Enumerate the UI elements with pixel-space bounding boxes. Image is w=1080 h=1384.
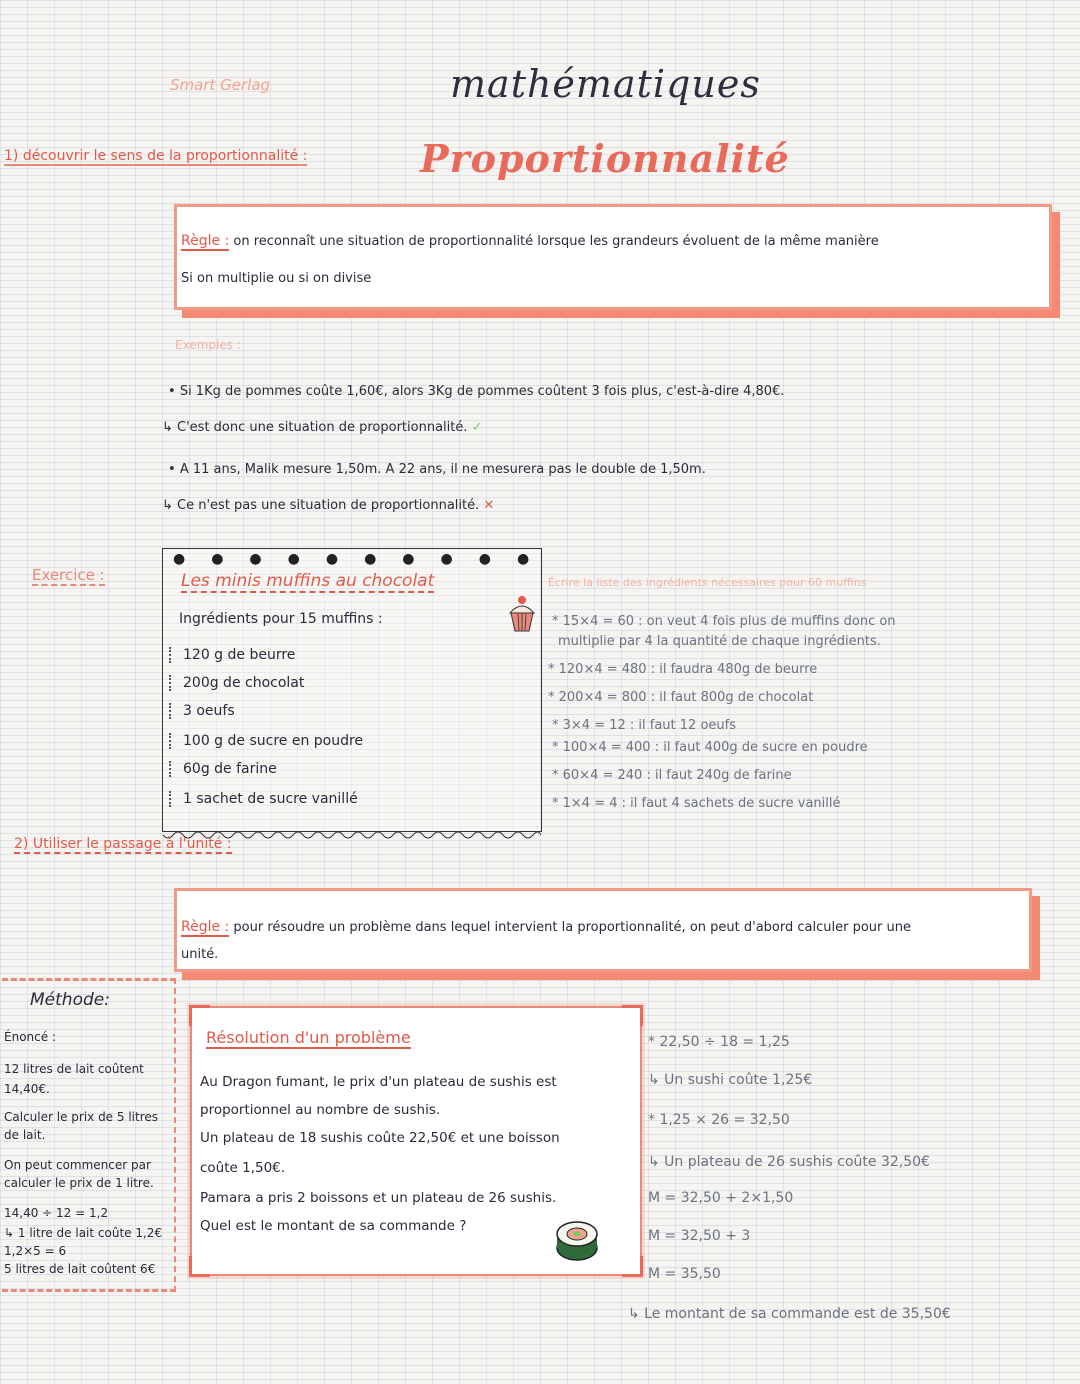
method-line: 12 litres de lait coûtent — [4, 1062, 144, 1076]
problem-box — [190, 1006, 642, 1276]
ingredient-item: 100 g de sucre en poudre — [169, 733, 363, 749]
rule-box-2 — [174, 888, 1032, 972]
binder-dots: ●●●●●●●●●● — [173, 551, 556, 567]
recipe-title: Les minis muffins au chocolat — [181, 571, 435, 591]
problem-line: Pamara a pris 2 boissons et un plateau de 26 sushis. — [200, 1190, 557, 1206]
method-line: de lait. — [4, 1128, 46, 1142]
rule2-text: pour résoudre un problème dans lequel intervient la proportionnalité, on peut d'abord calculer pour une — [233, 920, 911, 935]
problem-line: Quel est le montant de sa commande ? — [200, 1218, 467, 1234]
problem-line: proportionnel au nombre de sushis. — [200, 1102, 441, 1118]
exercise-instruction: Écrire la liste des ingrédients nécessaires pour 60 muffins — [548, 576, 867, 589]
answer-intro-2: multiplie par 4 la quantité de chaque ingrédients. — [558, 634, 881, 649]
example-2-conclusion — [162, 498, 494, 513]
rule1-label: Règle : — [181, 233, 230, 249]
example-2: • A 11 ans, Malik mesure 1,50m. A 22 ans, il ne mesurera pas le double de 1,50m. — [168, 462, 706, 477]
page-subtitle: Proportionnalité — [420, 136, 790, 181]
rule-box-1 — [174, 204, 1052, 310]
problem-line: Au Dragon fumant, le prix d'un plateau de sushis est — [200, 1074, 557, 1090]
method-line: 5 litres de lait coûtent 6€ — [4, 1262, 156, 1276]
answer-line: * 3×4 = 12 : il faut 12 oeufs — [552, 718, 736, 733]
solution-line: * 1,25 × 26 = 32,50 — [648, 1112, 790, 1128]
cupcake-icon — [507, 595, 537, 635]
corner-mark — [189, 1256, 210, 1277]
example-1-conclusion — [162, 420, 483, 435]
recipe-subtitle: Ingrédients pour 15 muffins : — [179, 611, 383, 627]
problem-line: Un plateau de 18 sushis coûte 22,50€ et une boisson — [200, 1130, 560, 1146]
example-2-text: A 11 ans, Malik mesure 1,50m. A 22 ans, il ne mesurera pas le double de 1,50m. — [179, 462, 706, 477]
method-line: calculer le prix de 1 litre. — [4, 1176, 154, 1190]
answer-line: * 1×4 = 4 : il faut 4 sachets de sucre vanillé — [552, 796, 841, 811]
problem-line: coûte 1,50€. — [200, 1160, 286, 1176]
answer-line: * 200×4 = 800 : il faut 800g de chocolat — [548, 690, 814, 705]
ingredient-item: 120 g de beurre — [169, 647, 295, 663]
solution-line: ↳ Un plateau de 26 sushis coûte 32,50€ — [648, 1154, 930, 1170]
rule1-line2: Si on multiplie ou si on divise — [181, 271, 372, 286]
rule2-label: Règle : — [181, 919, 230, 935]
recipe-card — [162, 548, 556, 832]
method-line: 1,2×5 = 6 — [4, 1244, 67, 1258]
method-line: 14,40 ÷ 12 = 1,2 — [4, 1206, 109, 1220]
corner-mark — [622, 1005, 643, 1026]
method-line: 14,40€. — [4, 1082, 50, 1096]
check-icon: ✓ — [471, 420, 483, 435]
examples-label: Exemples : — [175, 338, 241, 352]
answer-intro-1: * 15×4 = 60 : on veut 4 fois plus de muffins donc on — [552, 614, 896, 629]
sushi-icon — [554, 1218, 600, 1264]
answer-line: * 100×4 = 400 : il faut 400g de sucre en poudre — [552, 740, 868, 755]
method-line: Calculer le prix de 5 litres — [4, 1110, 159, 1124]
rule2-line1 — [181, 911, 911, 944]
solution-line: M = 32,50 + 2×1,50 — [648, 1190, 794, 1206]
section1-heading: 1) découvrir le sens de la proportionnalité : — [4, 148, 308, 164]
solution-line: ↳ Un sushi coûte 1,25€ — [648, 1072, 813, 1088]
problem-title: Résolution d'un problème — [206, 1028, 411, 1047]
page-title: mathématiques — [450, 62, 761, 106]
ingredient-item: 3 oeufs — [169, 703, 235, 719]
rule1-line1 — [181, 225, 879, 258]
method-line: ↳ 1 litre de lait coûte 1,2€ — [4, 1226, 163, 1240]
corner-mark — [189, 1005, 210, 1026]
example-1-conclusion-text: ↳ C'est donc une situation de proportionnalité. — [162, 420, 468, 435]
solution-line: M = 32,50 + 3 — [648, 1228, 751, 1244]
rule1-text: on reconnaît une situation de proportionnalité lorsque les grandeurs évoluent de la même manière — [233, 234, 879, 249]
answer-line: * 120×4 = 480 : il faudra 480g de beurre — [548, 662, 818, 677]
solution-conclusion: ↳ Le montant de sa commande est de 35,50€ — [628, 1306, 951, 1322]
ingredient-item: 200g de chocolat — [169, 675, 304, 691]
method-line: Énoncé : — [4, 1030, 56, 1044]
rule2-line2: unité. — [181, 947, 219, 962]
example-2-conclusion-text: ↳ Ce n'est pas une situation de proportionnalité. — [162, 498, 480, 513]
ingredient-item: 1 sachet de sucre vanillé — [169, 791, 358, 807]
ingredient-item: 60g de farine — [169, 761, 277, 777]
example-1-text: Si 1Kg de pommes coûte 1,60€, alors 3Kg de pommes coûtent 3 fois plus, c'est-à-dire 4,80€. — [179, 384, 785, 399]
exercise-label: Exercice : — [32, 566, 105, 584]
cross-icon: ✕ — [483, 498, 495, 513]
corner-mark — [622, 1256, 643, 1277]
answer-line: * 60×4 = 240 : il faut 240g de farine — [552, 768, 792, 783]
smart-signature: Smart Gerlag — [170, 76, 271, 94]
section2-heading: 2) Utiliser le passage à l'unité : — [14, 836, 232, 852]
method-line: On peut commencer par — [4, 1158, 151, 1172]
solution-line: M = 35,50 — [648, 1266, 721, 1282]
solution-line: * 22,50 ÷ 18 = 1,25 — [648, 1034, 790, 1050]
example-1: • Si 1Kg de pommes coûte 1,60€, alors 3Kg de pommes coûtent 3 fois plus, c'est-à-dire 4,80€. — [168, 384, 785, 399]
method-title: Méthode: — [30, 990, 110, 1010]
